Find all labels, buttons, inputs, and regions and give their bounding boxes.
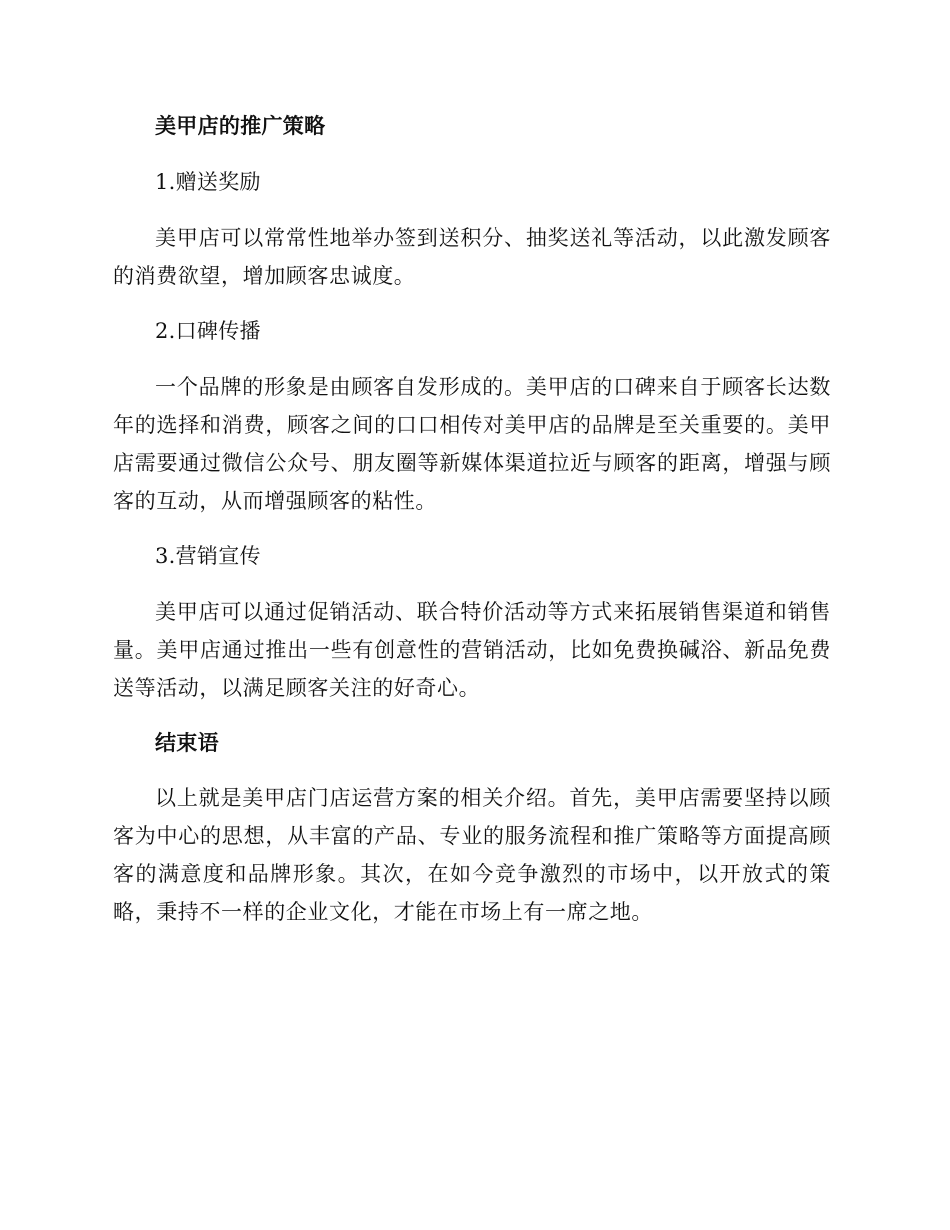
item-body-word-of-mouth: 一个品牌的形象是由顾客自发形成的。美甲店的口碑来自于顾客长达数年的选择和消费，顾客之间的口口相传对美甲店的品牌是至关重要的。美甲店需要通过微信公众号、朋友圈等新媒体渠道拉近与顾客的距离，增强与顾客的互动，从而增强顾客的粘性。: [113, 375, 831, 513]
item-title-word-of-mouth: 2.口碑传播: [155, 319, 261, 343]
section-title-promotion: 美甲店的推广策略: [155, 113, 326, 138]
item-title-marketing: 3.营销宣传: [155, 544, 261, 568]
conclusion-body: 以上就是美甲店门店运营方案的相关介绍。首先，美甲店需要坚持以顾客为中心的思想，从丰富的产品、专业的服务流程和推广策略等方面提高顾客的满意度和品牌形象。其次，在如今竞争激烈的市场中，以开放式的策略，秉持不一样的企业文化，才能在市场上有一席之地。: [113, 786, 831, 924]
section-title-conclusion: 结束语: [155, 730, 219, 755]
item-body-rewards: 美甲店可以常常性地举办签到送积分、抽奖送礼等活动，以此激发顾客的消费欲望，增加顾客忠诚度。: [113, 226, 831, 288]
item-title-rewards: 1.赠送奖励: [155, 170, 261, 194]
item-body-marketing: 美甲店可以通过促销活动、联合特价活动等方式来拓展销售渠道和销售量。美甲店通过推出一些有创意性的营销活动，比如免费换碱浴、新品免费送等活动，以满足顾客关注的好奇心。: [113, 600, 831, 700]
document-page: [113, 106, 831, 931]
